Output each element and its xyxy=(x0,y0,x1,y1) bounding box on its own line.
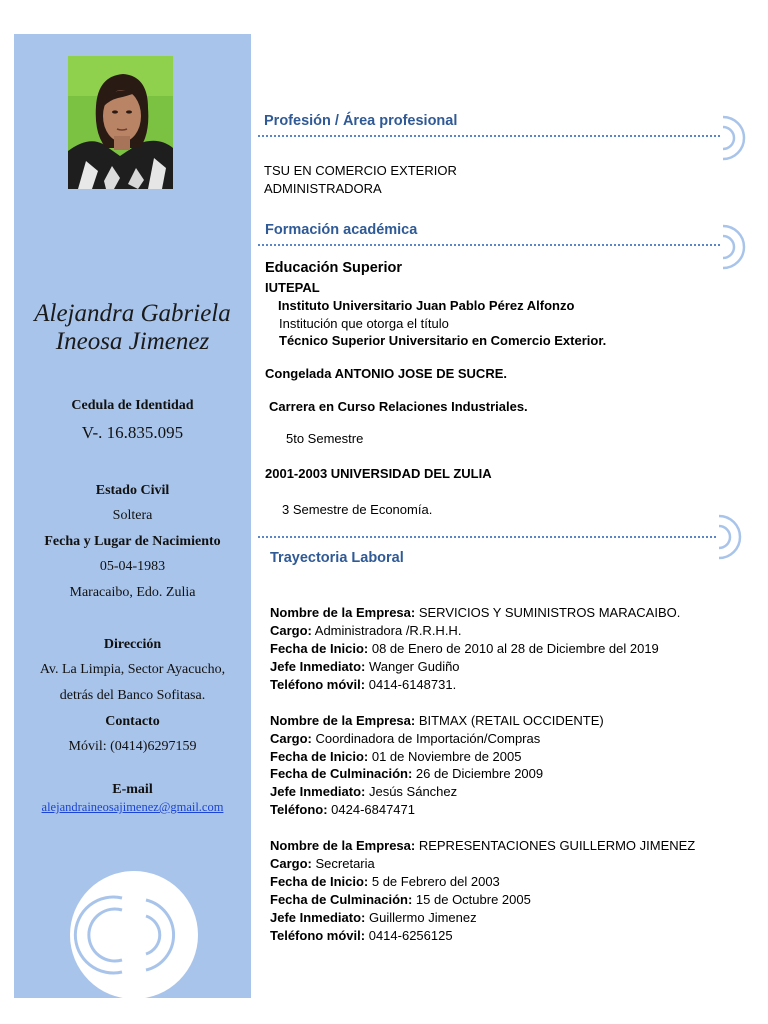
profession-title: Profesión / Área profesional xyxy=(264,113,458,129)
contact-value: Móvil: (0414)6297159 xyxy=(68,739,197,754)
job-phone: Teléfono móvil: 0414-6256125 xyxy=(270,928,453,943)
bracket-icon xyxy=(720,224,750,270)
civil-value: Soltera xyxy=(112,508,153,523)
email-link[interactable]: alejandraineosajimenez@gmail.com xyxy=(41,800,224,814)
job-end: Fecha de Culminación: 26 de Diciembre 2009 xyxy=(270,766,544,781)
education-econ: 3 Semestre de Economía. xyxy=(282,502,433,517)
full-name xyxy=(14,300,251,356)
address-label: Dirección xyxy=(103,637,162,652)
email-label: E-mail xyxy=(112,782,153,797)
profession-line-2: ADMINISTRADORA xyxy=(264,181,382,196)
job-phone: Teléfono móvil: 0414-6148731. xyxy=(270,677,457,692)
bracket-icon xyxy=(716,514,746,560)
job-cargo: Cargo: Coordinadora de Importación/Compras xyxy=(270,731,541,746)
job-cargo: Cargo: Secretaria xyxy=(270,856,375,871)
decorative-circle-icon xyxy=(64,870,204,1000)
birth-place: Maracaibo, Edo. Zulia xyxy=(69,585,196,600)
job-company: Nombre de la Empresa: SERVICIOS Y SUMINISTROS MARACAIBO. xyxy=(270,605,681,620)
education-years: 2001-2003 UNIVERSIDAD DEL ZULIA xyxy=(265,466,492,481)
id-value: V-. 16.835.095 xyxy=(81,423,184,442)
job-start: Fecha de Inicio: 01 de Noviembre de 2005 xyxy=(270,749,522,764)
name-line-1: Alejandra Gabriela xyxy=(34,300,231,327)
job-company: Nombre de la Empresa: BITMAX (RETAIL OCCIDENTE) xyxy=(270,713,604,728)
profession-line-1: TSU EN COMERCIO EXTERIOR xyxy=(264,163,457,178)
education-degree: Técnico Superior Universitario en Comercio Exterior. xyxy=(279,333,607,348)
address-line-2: detrás del Banco Sofitasa. xyxy=(59,688,206,703)
job-boss: Jefe Inmediato: Wanger Gudiño xyxy=(270,659,460,674)
profession-divider xyxy=(258,135,720,137)
education-title: Formación académica xyxy=(265,222,418,238)
education-divider xyxy=(258,244,720,246)
birth-date: 05-04-1983 xyxy=(99,559,166,574)
contact-label: Contacto xyxy=(105,714,160,729)
education-institute: Instituto Universitario Juan Pablo Pérez Alfonzo xyxy=(278,298,575,313)
education-institution-note: Institución que otorga el título xyxy=(279,316,449,331)
job-start: Fecha de Inicio: 5 de Febrero del 2003 xyxy=(270,874,500,889)
job-cargo: Cargo: Administradora /R.R.H.H. xyxy=(270,623,462,638)
job-phone: Teléfono: 0424-6847471 xyxy=(270,802,416,817)
bracket-icon xyxy=(720,115,750,161)
job-boss: Jefe Inmediato: Jesús Sánchez xyxy=(270,784,458,799)
education-org: IUTEPAL xyxy=(265,280,320,295)
job-end: Fecha de Culminación: 15 de Octubre 2005 xyxy=(270,892,531,907)
profile-photo xyxy=(68,56,173,189)
education-course: Carrera en Curso Relaciones Industriales. xyxy=(269,399,528,414)
education-heading: Educación Superior xyxy=(265,260,402,276)
civil-label: Estado Civil xyxy=(95,483,170,498)
id-label: Cedula de Identidad xyxy=(71,398,194,413)
job-start: Fecha de Inicio: 08 de Enero de 2010 al 28 de Diciembre del 2019 xyxy=(270,641,659,656)
job-company: Nombre de la Empresa: REPRESENTACIONES GUILLERMO JIMENEZ xyxy=(270,838,696,853)
address-line-1: Av. La Limpia, Sector Ayacucho, xyxy=(39,662,226,677)
education-frozen: Congelada ANTONIO JOSE DE SUCRE. xyxy=(265,366,507,381)
name-line-2: Ineosa Jimenez xyxy=(55,328,210,355)
career-title: Trayectoria Laboral xyxy=(270,550,404,566)
education-semester: 5to Semestre xyxy=(286,431,364,446)
birth-label: Fecha y Lugar de Nacimiento xyxy=(44,534,221,549)
job-boss: Jefe Inmediato: Guillermo Jimenez xyxy=(270,910,477,925)
career-divider xyxy=(258,536,716,538)
